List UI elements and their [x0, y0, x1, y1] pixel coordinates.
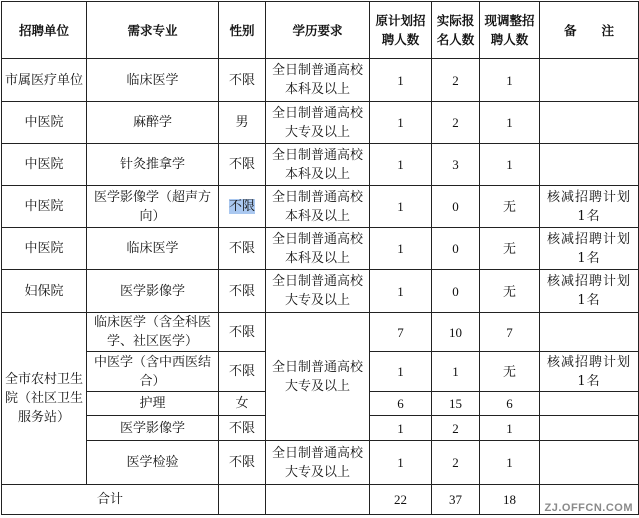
total-row [2, 485, 639, 515]
cell-adjusted: 1 [480, 441, 540, 485]
cell-gender: 不限 [219, 270, 266, 313]
cell-gender: 不限 [219, 144, 266, 186]
cell-adjusted: 6 [480, 392, 540, 416]
cell-major: 医学影像学（超声方向） [87, 186, 219, 228]
cell-original: 1 [370, 270, 432, 313]
cell-gender: 不限 [219, 228, 266, 270]
recruitment-table [1, 1, 639, 515]
table-row [2, 228, 639, 270]
header-remarks: 备 注 [540, 2, 639, 59]
header-gender: 性别 [219, 2, 266, 59]
header-adjusted-plan: 现调整招聘人数 [480, 2, 540, 59]
cell-major: 医学检验 [87, 441, 219, 485]
cell-unit: 市属医疗单位 [2, 59, 87, 102]
cell-original: 6 [370, 392, 432, 416]
cell-unit: 中医院 [2, 144, 87, 186]
cell-remark [540, 144, 639, 186]
cell-remark: 核减招聘计划1名 [540, 270, 639, 313]
cell-remark: 核减招聘计划1名 [540, 186, 639, 228]
header-major: 需求专业 [87, 2, 219, 59]
total-original: 22 [370, 485, 432, 515]
cell-gender: 不限 [219, 441, 266, 485]
cell-unit: 中医院 [2, 228, 87, 270]
cell-remark [540, 416, 639, 441]
cell-adjusted: 1 [480, 416, 540, 441]
cell-original: 1 [370, 352, 432, 392]
cell-original: 7 [370, 313, 432, 352]
cell-original: 1 [370, 228, 432, 270]
cell-major: 麻醉学 [87, 102, 219, 144]
cell-applicants: 0 [432, 228, 480, 270]
header-actual-applicants: 实际报名人数 [432, 2, 480, 59]
header-row [2, 2, 639, 59]
cell-gender [219, 186, 266, 228]
cell-education: 全日制普通高校大专及以上 [266, 441, 370, 485]
cell-unit: 妇保院 [2, 270, 87, 313]
table-row [2, 144, 639, 186]
cell-applicants: 3 [432, 144, 480, 186]
total-empty-education [266, 485, 370, 515]
cell-gender: 男 [219, 102, 266, 144]
cell-major: 针灸推拿学 [87, 144, 219, 186]
cell-gender: 不限 [219, 352, 266, 392]
cell-education: 全日制普通高校大专及以上 [266, 270, 370, 313]
cell-adjusted: 7 [480, 313, 540, 352]
header-original-plan: 原计划招聘人数 [370, 2, 432, 59]
cell-adjusted: 无 [480, 186, 540, 228]
cell-education: 全日制普通高校本科及以上 [266, 59, 370, 102]
site-watermark: ZJ.OFFCN.COM [544, 502, 633, 514]
cell-gender: 不限 [219, 313, 266, 352]
cell-original: 1 [370, 416, 432, 441]
cell-applicants: 2 [432, 441, 480, 485]
cell-remark: 核减招聘计划1名 [540, 352, 639, 392]
cell-applicants: 15 [432, 392, 480, 416]
cell-applicants: 2 [432, 102, 480, 144]
cell-major: 临床医学 [87, 228, 219, 270]
cell-original: 1 [370, 102, 432, 144]
cell-education: 全日制普通高校大专及以上 [266, 102, 370, 144]
cell-applicants: 2 [432, 59, 480, 102]
header-unit: 招聘单位 [2, 2, 87, 59]
table-row [2, 186, 639, 228]
cell-adjusted: 1 [480, 102, 540, 144]
cell-applicants: 0 [432, 186, 480, 228]
selected-text-highlight[interactable]: 不限 [228, 199, 255, 214]
cell-original: 1 [370, 186, 432, 228]
cell-education: 全日制普通高校本科及以上 [266, 144, 370, 186]
cell-adjusted: 无 [480, 270, 540, 313]
cell-remark [540, 59, 639, 102]
cell-remark [540, 313, 639, 352]
cell-adjusted: 无 [480, 228, 540, 270]
cell-major: 中医学（含中西医结合） [87, 352, 219, 392]
header-education: 学历要求 [266, 2, 370, 59]
cell-major: 临床医学（含全科医学、社区医学） [87, 313, 219, 352]
cell-unit: 中医院 [2, 102, 87, 144]
cell-unit: 中医院 [2, 186, 87, 228]
cell-applicants: 10 [432, 313, 480, 352]
cell-major: 医学影像学 [87, 270, 219, 313]
cell-gender: 女 [219, 392, 266, 416]
cell-major: 医学影像学 [87, 416, 219, 441]
cell-remark [540, 102, 639, 144]
cell-applicants: 0 [432, 270, 480, 313]
table-row [2, 441, 639, 485]
cell-adjusted: 无 [480, 352, 540, 392]
cell-remark [540, 441, 639, 485]
cell-major: 临床医学 [87, 59, 219, 102]
cell-remark: 核减招聘计划1名 [540, 228, 639, 270]
cell-applicants: 1 [432, 352, 480, 392]
table-row [2, 102, 639, 144]
cell-applicants: 2 [432, 416, 480, 441]
cell-education: 全日制普通高校本科及以上 [266, 186, 370, 228]
table-row [2, 270, 639, 313]
total-adjusted: 18 [480, 485, 540, 515]
table-row [2, 59, 639, 102]
total-empty-gender [219, 485, 266, 515]
cell-unit-rural: 全市农村卫生院（社区卫生服务站） [2, 313, 87, 485]
total-applicants: 37 [432, 485, 480, 515]
cell-original: 1 [370, 144, 432, 186]
total-label: 合计 [2, 485, 219, 515]
table-row [2, 313, 639, 352]
cell-gender: 不限 [219, 416, 266, 441]
cell-major: 护理 [87, 392, 219, 416]
cell-adjusted: 1 [480, 59, 540, 102]
cell-original: 1 [370, 59, 432, 102]
cell-original: 1 [370, 441, 432, 485]
cell-education: 全日制普通高校本科及以上 [266, 228, 370, 270]
cell-education-rural: 全日制普通高校大专及以上 [266, 313, 370, 441]
cell-adjusted: 1 [480, 144, 540, 186]
cell-remark [540, 392, 639, 416]
cell-gender: 不限 [219, 59, 266, 102]
